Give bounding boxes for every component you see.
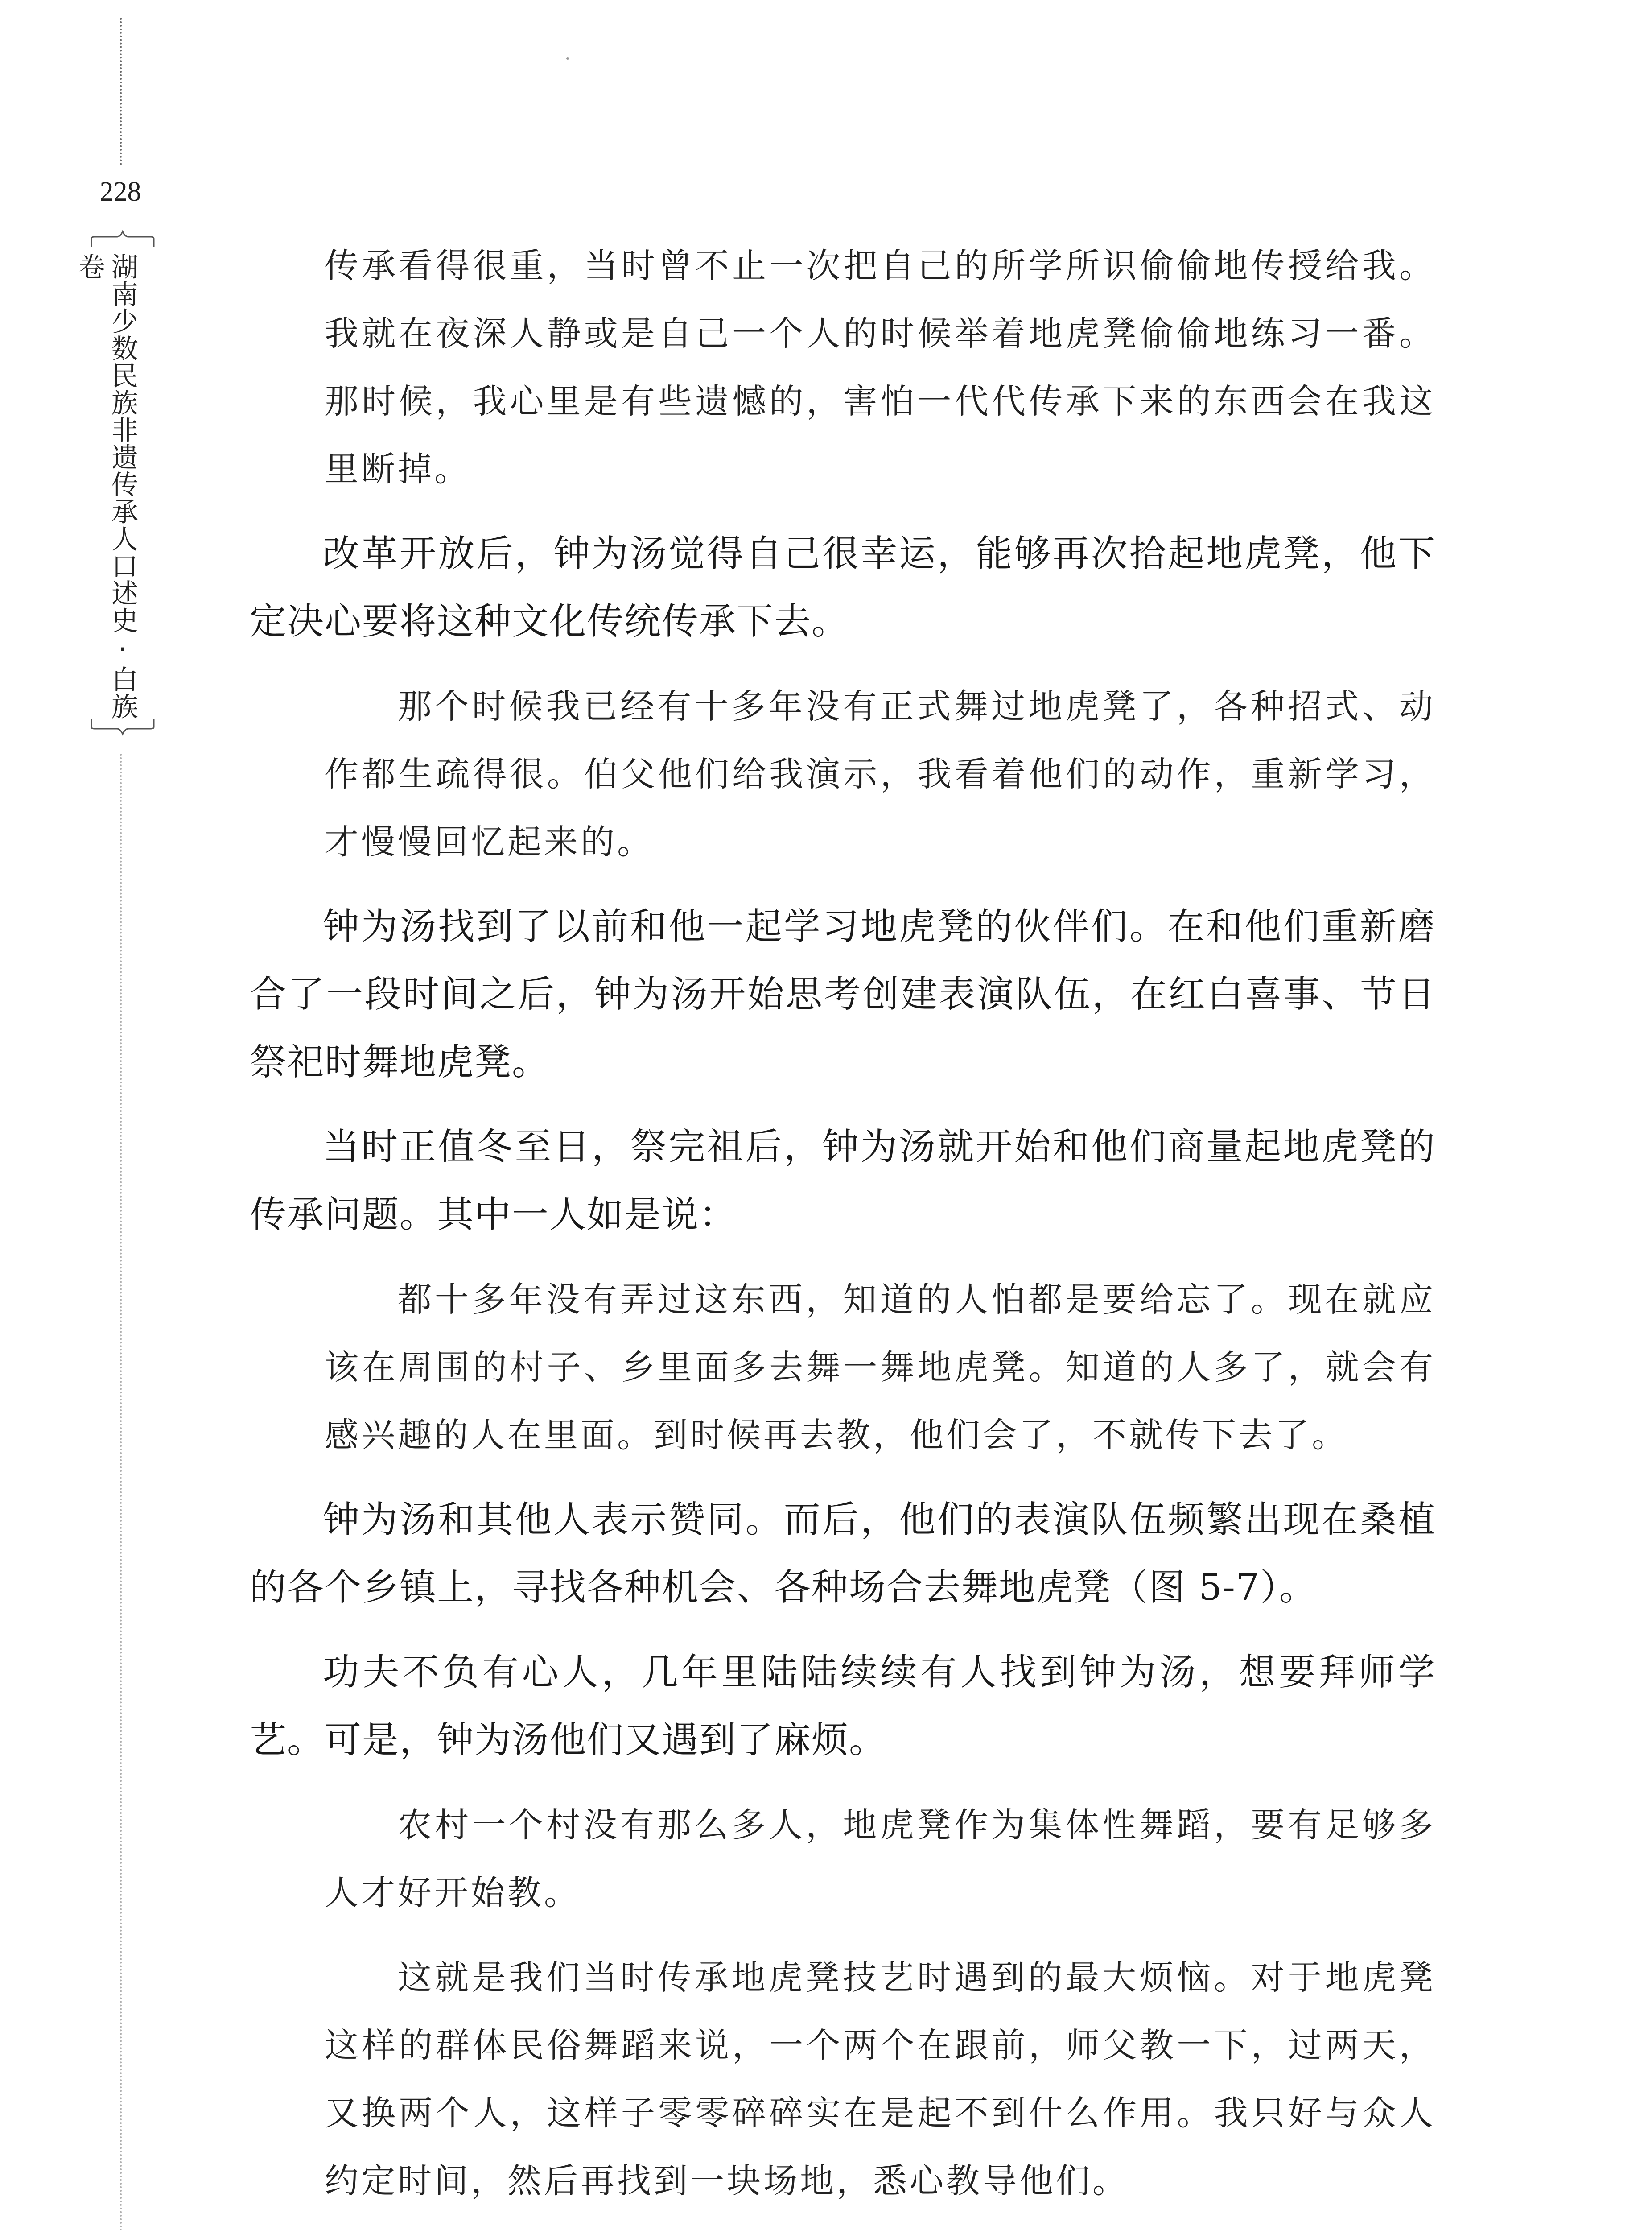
margin-dotted-line-bottom	[120, 754, 122, 2230]
paragraph-quote: 传承看得很重，当时曾不止一次把自己的所学所识偷偷地传授给我。我就在夜深人静或是自己一个人的时候举着地虎凳偷偷地练习一番。那时候，我心里是有些遗憾的，害怕一代代传承下来的东西会在我这里断掉。	[325, 246, 1436, 489]
main-text	[250, 232, 1436, 2230]
series-title-frame	[74, 230, 156, 736]
scan-speck	[566, 57, 569, 60]
paragraph-quote: 都十多年没有弄过这东西，知道的人怕都是要给忘了。现在就应该在周围的村子、乡里面多去舞一舞地虎凳。知道的人多了，就会有感兴趣的人在里面。到时候再去教，他们会了，不就传下去了。	[325, 1280, 1436, 1455]
page-number: 228	[99, 177, 141, 207]
paragraph-quote: 那个时候我已经有十多年没有正式舞过地虎凳了，各种招式、动作都生疏得很。伯父他们给我演示，我看着他们的动作，重新学习，才慢慢回忆起来的。	[325, 686, 1436, 862]
margin-dotted-line-top	[120, 18, 122, 165]
paragraph-body: 改革开放后，钟为汤觉得自己很幸运，能够再次拾起地虎凳，他下定决心要将这种文化传统传承下去。	[250, 533, 1436, 643]
paragraph-quote: 这就是我们当时传承地虎凳技艺时遇到的最大烦恼。对于地虎凳这样的群体民俗舞蹈来说，一个两个在跟前，师父教一下，过两天，又换两个人，这样子零零碎碎实在是起不到什么作用。我只好与众人约定时间，然后再找到一块场地，悉心教导他们。	[325, 1957, 1436, 2201]
paragraph-body: 钟为汤和其他人表示赞同。而后，他们的表演队伍频繁出现在桑植的各个乡镇上，寻找各种机会、各种场合去舞地虎凳（图 5-7）。	[250, 1499, 1436, 1609]
paragraph-body: 功夫不负有心人，几年里陆陆续续有人找到钟为汤，想要拜师学艺。可是，钟为汤他们又遇到了麻烦。	[250, 1651, 1436, 1761]
bracket-top-ornament	[89, 230, 156, 248]
paragraph-quote: 农村一个村没有那么多人，地虎凳作为集体性舞蹈，要有足够多人才好开始教。	[325, 1805, 1436, 1912]
paragraph-body: 钟为汤找到了以前和他一起学习地虎凳的伙伴们。在和他们重新磨合了一段时间之后，钟为汤开始思考创建表演队伍，在红白喜事、节日祭祀时舞地虎凳。	[250, 905, 1436, 1083]
paragraph-body: 当时正值冬至日，祭完祖后，钟为汤就开始和他们商量起地虎凳的传承问题。其中一人如是说：	[250, 1126, 1436, 1236]
bracket-bottom-ornament	[89, 718, 156, 736]
series-title: 湖南少数民族非遗传承人口述史·白族卷	[74, 253, 138, 720]
